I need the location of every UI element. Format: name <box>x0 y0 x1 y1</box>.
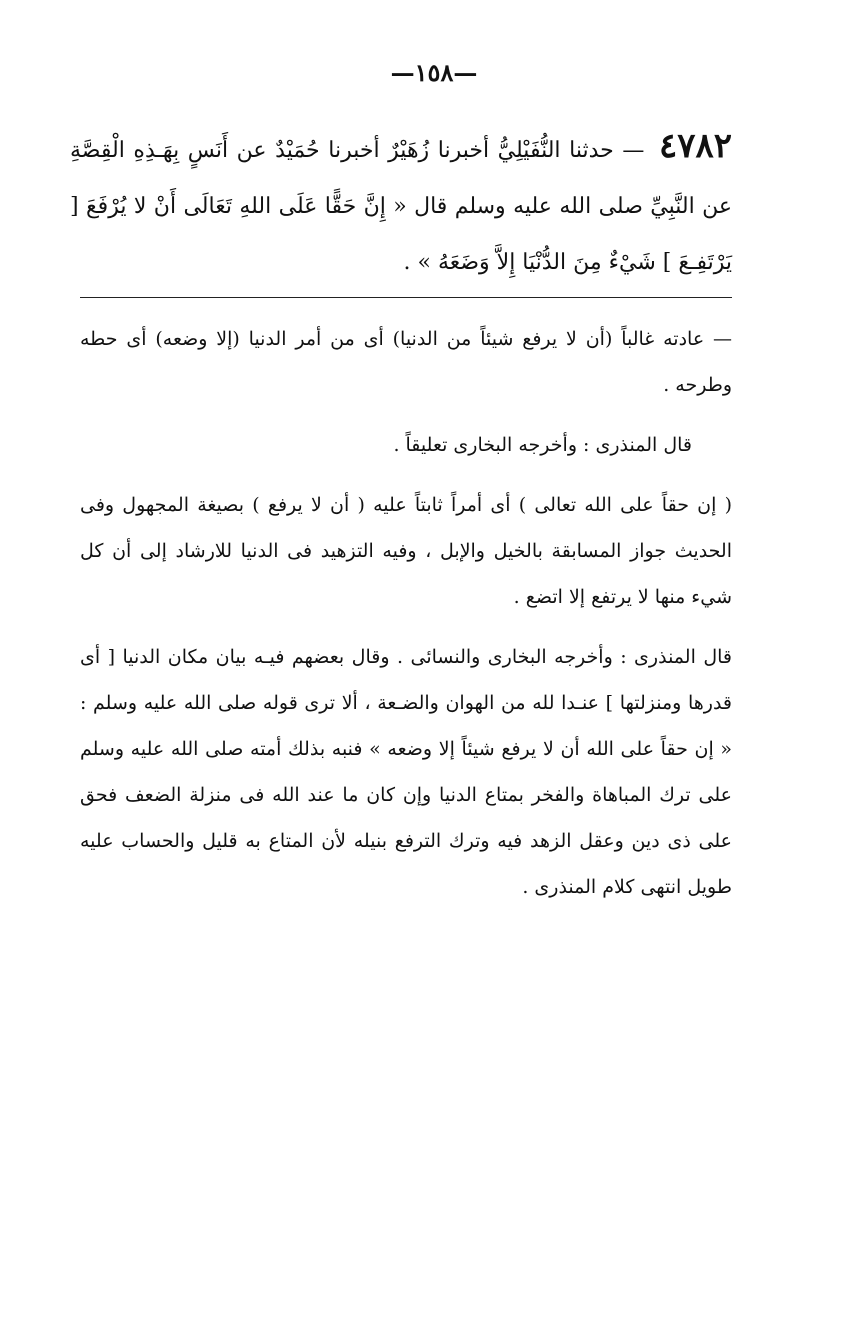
section-divider <box>80 297 732 298</box>
page-number: —١٥٨— <box>390 58 478 87</box>
hadith-number: ٤٧٨٢ <box>658 126 732 166</box>
hadith-text: — حدثنا النُّفَيْلِيُّ أخبرنا زُهَيْرٌ أخبرنا حُمَيْدٌ عن أَنَسٍ بِهَـذِهِ الْقِصَّةِ عن النَّبِيِّ صلى الله عليه وسلم قال « إِنَّ حَقًّا عَلَى اللهِ تَعَالَى أَنْ لا يُرْفَعَ [ يَرْتَفِـعَ ] شَيْءٌ مِنَ الدُّنْيَا إِلاَّ وَضَعَهُ » . <box>70 138 732 275</box>
commentary-block <box>80 316 732 924</box>
commentary-paragraph-4: قال المنذرى : وأخرجه البخارى والنسائى . وقال بعضهم فيـه بيان مكان الدنيا [ أى قدرها ومنزلتها ] عنـدا لله من الهوان والضـعة ، ألا ترى قوله صلى الله عليه وسلم : « إن حقاً على الله أن لا يرفع شيئاً إلا وضعه » فنبه بذلك أمته صلى الله عليه وسلم على ترك المباهاة والفخر بمتاع الدنيا وإن كان ما عند الله فى منزلة الضعف فحق على ذى دين وعقل الزهد فيه وترك الترفع بنيله لأن المتاع به قليل والحساب عليه طويل انتهى كلام المنذرى . <box>80 646 732 898</box>
commentary-paragraph-2: قال المنذرى : وأخرجه البخارى تعليقاً . <box>393 434 692 456</box>
hadith-block <box>70 118 732 291</box>
commentary-paragraph-3: ( إن حقاً على الله تعالى ) أى أمراً ثابتاً عليه ( أن لا يرفع ) بصيغة المجهول وفى الحديث جواز المسابقة بالخيل والإبل ، وفيه التزهيد فى الدنيا للارشاد إلى أن كل شيء منها لا يرتفع إلا اتضع . <box>80 494 732 608</box>
commentary-paragraph-1: — عادته غالباً (أن لا يرفع شيئاً من الدنيا) أى من أمر الدنيا (إلا وضعه) أى حطه وطرحه . <box>80 328 732 396</box>
